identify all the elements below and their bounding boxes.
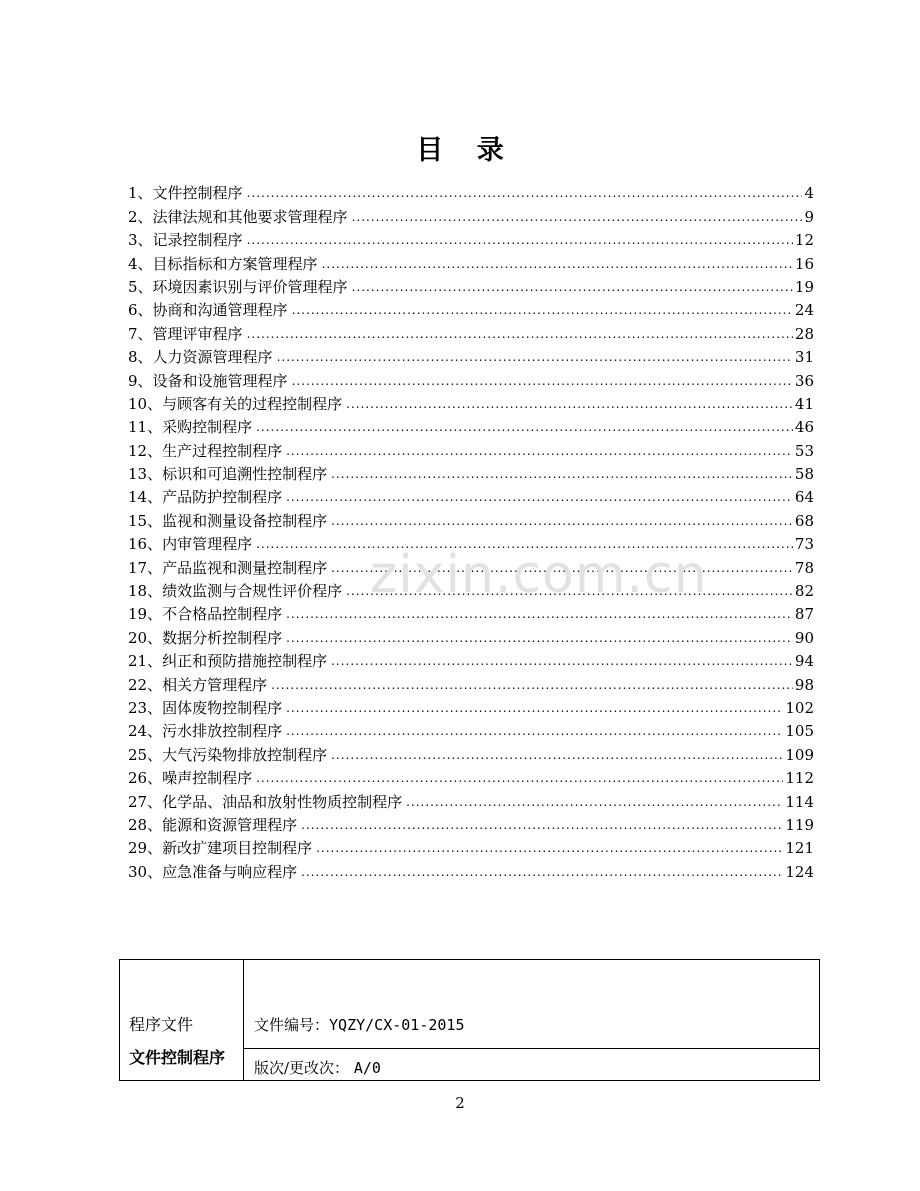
footer-left-cell xyxy=(120,960,244,1080)
toc-leader-dots xyxy=(286,490,793,504)
toc-leader-dots xyxy=(331,654,793,668)
page-number: 2 xyxy=(455,1094,465,1112)
toc-leader-dots xyxy=(256,771,783,785)
toc-leader-dots xyxy=(247,186,803,200)
toc-entry-title: 污水排放控制程序 xyxy=(162,722,283,741)
toc-entry-title: 内审管理程序 xyxy=(162,535,253,554)
toc-entry-number: 1、 xyxy=(128,184,153,203)
toc-leader-dots xyxy=(301,818,783,832)
toc-entry-number: 10、 xyxy=(128,394,163,413)
toc-entry-page: 4 xyxy=(804,184,814,203)
toc-entry[interactable] xyxy=(128,273,814,296)
toc-entry[interactable] xyxy=(128,202,814,225)
toc-leader-dots xyxy=(331,514,793,528)
toc-entry-number: 6、 xyxy=(128,301,153,320)
toc-entry-page: 119 xyxy=(785,815,814,834)
toc-entry[interactable] xyxy=(128,694,814,717)
toc-entry-page: 36 xyxy=(794,371,814,390)
toc-entry[interactable] xyxy=(128,623,814,646)
toc-entry[interactable] xyxy=(128,764,814,787)
toc-leader-dots xyxy=(316,841,783,855)
document-name: 文件控制程序 xyxy=(129,1048,226,1067)
toc-entry-page: 58 xyxy=(794,465,814,484)
toc-entry-title: 绩效监测与合规性评价程序 xyxy=(162,582,343,601)
toc-entry-number: 7、 xyxy=(128,324,153,343)
toc-entry-number: 27、 xyxy=(128,792,163,811)
toc-entry-number: 2、 xyxy=(128,207,153,226)
toc-entry-page: 9 xyxy=(804,207,814,226)
toc-entry-title: 法律法规和其他要求管理程序 xyxy=(152,207,348,226)
toc-leader-dots xyxy=(247,233,793,247)
toc-entry-title: 管理评审程序 xyxy=(152,324,243,343)
toc-entry-number: 15、 xyxy=(128,511,163,530)
toc-entry[interactable] xyxy=(128,483,814,506)
footer-right-cell xyxy=(244,960,819,1080)
document-type: 程序文件 xyxy=(129,1015,194,1034)
revision xyxy=(254,1057,381,1078)
toc-entry[interactable] xyxy=(128,811,814,834)
toc-entry-title: 文件控制程序 xyxy=(152,184,243,203)
toc-entry-page: 64 xyxy=(794,488,814,507)
toc-entry-title: 设备和设施管理程序 xyxy=(152,371,288,390)
revision-label: 版次/更改次： xyxy=(254,1059,350,1077)
toc-entry-number: 4、 xyxy=(128,254,153,273)
toc-entry-number: 11、 xyxy=(128,418,163,437)
toc-entry-page: 28 xyxy=(794,324,814,343)
toc-entry-title: 应急准备与响应程序 xyxy=(162,862,298,881)
toc-entry-number: 24、 xyxy=(128,722,163,741)
toc-entry-title: 环境因素识别与评价管理程序 xyxy=(152,277,348,296)
toc-entry-number: 25、 xyxy=(128,745,163,764)
toc-entry-number: 28、 xyxy=(128,815,163,834)
toc-leader-dots xyxy=(256,420,793,434)
toc-entry[interactable] xyxy=(128,413,814,436)
toc-entry-number: 13、 xyxy=(128,465,163,484)
toc-entry-page: 114 xyxy=(785,792,814,811)
toc-entry-title: 纠正和预防措施控制程序 xyxy=(162,652,328,671)
toc-entry-number: 3、 xyxy=(128,231,153,250)
toc-leader-dots xyxy=(292,303,793,317)
toc-leader-dots xyxy=(322,257,793,271)
toc-entry[interactable] xyxy=(128,787,814,810)
toc-entry[interactable] xyxy=(128,366,814,389)
table-of-contents xyxy=(128,179,814,881)
watermark: zixin.com.cn xyxy=(370,545,708,605)
toc-entry-page: 16 xyxy=(794,254,814,273)
toc-entry-page: 73 xyxy=(794,535,814,554)
toc-entry-title: 大气污染物排放控制程序 xyxy=(162,745,328,764)
document-number-row xyxy=(244,960,819,1049)
toc-entry-page: 121 xyxy=(785,839,814,858)
toc-entry-page: 105 xyxy=(785,722,814,741)
toc-leader-dots xyxy=(301,865,783,879)
toc-entry-title: 与顾客有关的过程控制程序 xyxy=(162,394,343,413)
toc-entry[interactable] xyxy=(128,390,814,413)
toc-entry[interactable] xyxy=(128,647,814,670)
document-number-value: YQZY/CX-01-2015 xyxy=(329,1016,465,1034)
toc-leader-dots xyxy=(286,444,793,458)
toc-entry[interactable] xyxy=(128,834,814,857)
toc-entry-title: 产品监视和测量控制程序 xyxy=(162,558,328,577)
toc-leader-dots xyxy=(286,724,783,738)
toc-entry-title: 采购控制程序 xyxy=(162,418,253,437)
toc-entry[interactable] xyxy=(128,717,814,740)
toc-entry-title: 监视和测量设备控制程序 xyxy=(162,511,328,530)
toc-entry[interactable] xyxy=(128,249,814,272)
page-title: 目 录 xyxy=(416,135,516,166)
toc-entry[interactable] xyxy=(128,506,814,529)
toc-entry-number: 30、 xyxy=(128,862,163,881)
toc-entry-page: 46 xyxy=(794,418,814,437)
toc-entry[interactable] xyxy=(128,436,814,459)
toc-entry-number: 19、 xyxy=(128,605,163,624)
toc-leader-dots xyxy=(286,607,793,621)
toc-leader-dots xyxy=(331,467,793,481)
document-number xyxy=(254,1014,464,1035)
toc-entry-title: 新改扩建项目控制程序 xyxy=(162,839,313,858)
toc-entry-title: 人力资源管理程序 xyxy=(152,348,273,367)
toc-leader-dots xyxy=(346,397,793,411)
toc-entry-number: 26、 xyxy=(128,769,163,788)
toc-entry-title: 产品防护控制程序 xyxy=(162,488,283,507)
toc-leader-dots xyxy=(331,748,783,762)
toc-entry-page: 87 xyxy=(794,605,814,624)
toc-entry-number: 9、 xyxy=(128,371,153,390)
toc-entry-title: 生产过程控制程序 xyxy=(162,441,283,460)
toc-entry-page: 19 xyxy=(794,277,814,296)
toc-entry-page: 12 xyxy=(794,231,814,250)
toc-entry-page: 98 xyxy=(794,675,814,694)
toc-entry-number: 22、 xyxy=(128,675,163,694)
revision-row xyxy=(244,1049,819,1080)
toc-entry-number: 21、 xyxy=(128,652,163,671)
toc-entry[interactable] xyxy=(128,670,814,693)
toc-entry-number: 5、 xyxy=(128,277,153,296)
toc-leader-dots xyxy=(247,327,793,341)
toc-entry[interactable] xyxy=(128,343,814,366)
toc-entry-page: 41 xyxy=(794,394,814,413)
toc-entry[interactable] xyxy=(128,296,814,319)
toc-entry-page: 102 xyxy=(785,698,814,717)
toc-entry-number: 18、 xyxy=(128,582,163,601)
toc-entry-number: 20、 xyxy=(128,628,163,647)
toc-entry-number: 14、 xyxy=(128,488,163,507)
document-footer-table xyxy=(119,959,820,1081)
toc-leader-dots xyxy=(292,374,793,388)
toc-leader-dots xyxy=(352,210,803,224)
toc-entry-title: 标识和可追溯性控制程序 xyxy=(162,465,328,484)
toc-leader-dots xyxy=(271,678,793,692)
toc-entry-page: 31 xyxy=(794,348,814,367)
toc-leader-dots xyxy=(406,795,783,809)
toc-entry-page: 109 xyxy=(785,745,814,764)
toc-entry-number: 12、 xyxy=(128,441,163,460)
toc-entry-title: 目标指标和方案管理程序 xyxy=(152,254,318,273)
toc-leader-dots xyxy=(352,280,793,294)
toc-entry-title: 化学品、油品和放射性物质控制程序 xyxy=(162,792,403,811)
toc-entry-title: 能源和资源管理程序 xyxy=(162,815,298,834)
toc-entry-title: 固体废物控制程序 xyxy=(162,698,283,717)
toc-entry[interactable] xyxy=(128,226,814,249)
toc-entry-title: 记录控制程序 xyxy=(152,231,243,250)
toc-entry[interactable] xyxy=(128,179,814,202)
toc-leader-dots xyxy=(286,631,793,645)
revision-value: A/0 xyxy=(353,1059,381,1077)
toc-entry-page: 124 xyxy=(785,862,814,881)
toc-entry-title: 噪声控制程序 xyxy=(162,769,253,788)
toc-entry-page: 90 xyxy=(794,628,814,647)
toc-entry-number: 17、 xyxy=(128,558,163,577)
toc-entry-title: 协商和沟通管理程序 xyxy=(152,301,288,320)
toc-entry-number: 23、 xyxy=(128,698,163,717)
toc-entry-title: 数据分析控制程序 xyxy=(162,628,283,647)
toc-entry[interactable] xyxy=(128,460,814,483)
toc-entry[interactable] xyxy=(128,740,814,763)
toc-entry-page: 53 xyxy=(794,441,814,460)
toc-entry-number: 29、 xyxy=(128,839,163,858)
toc-entry[interactable] xyxy=(128,319,814,342)
document-number-label: 文件编号： xyxy=(254,1016,330,1034)
toc-leader-dots xyxy=(277,350,793,364)
toc-entry-page: 68 xyxy=(794,511,814,530)
toc-entry-page: 94 xyxy=(794,652,814,671)
toc-leader-dots xyxy=(286,701,783,715)
toc-entry-title: 相关方管理程序 xyxy=(162,675,268,694)
toc-entry-number: 8、 xyxy=(128,348,153,367)
toc-entry-page: 78 xyxy=(794,558,814,577)
toc-entry-page: 112 xyxy=(785,769,814,788)
toc-entry-title: 不合格品控制程序 xyxy=(162,605,283,624)
toc-entry[interactable] xyxy=(128,857,814,880)
toc-entry-page: 82 xyxy=(794,582,814,601)
toc-entry-number: 16、 xyxy=(128,535,163,554)
toc-entry-page: 24 xyxy=(794,301,814,320)
